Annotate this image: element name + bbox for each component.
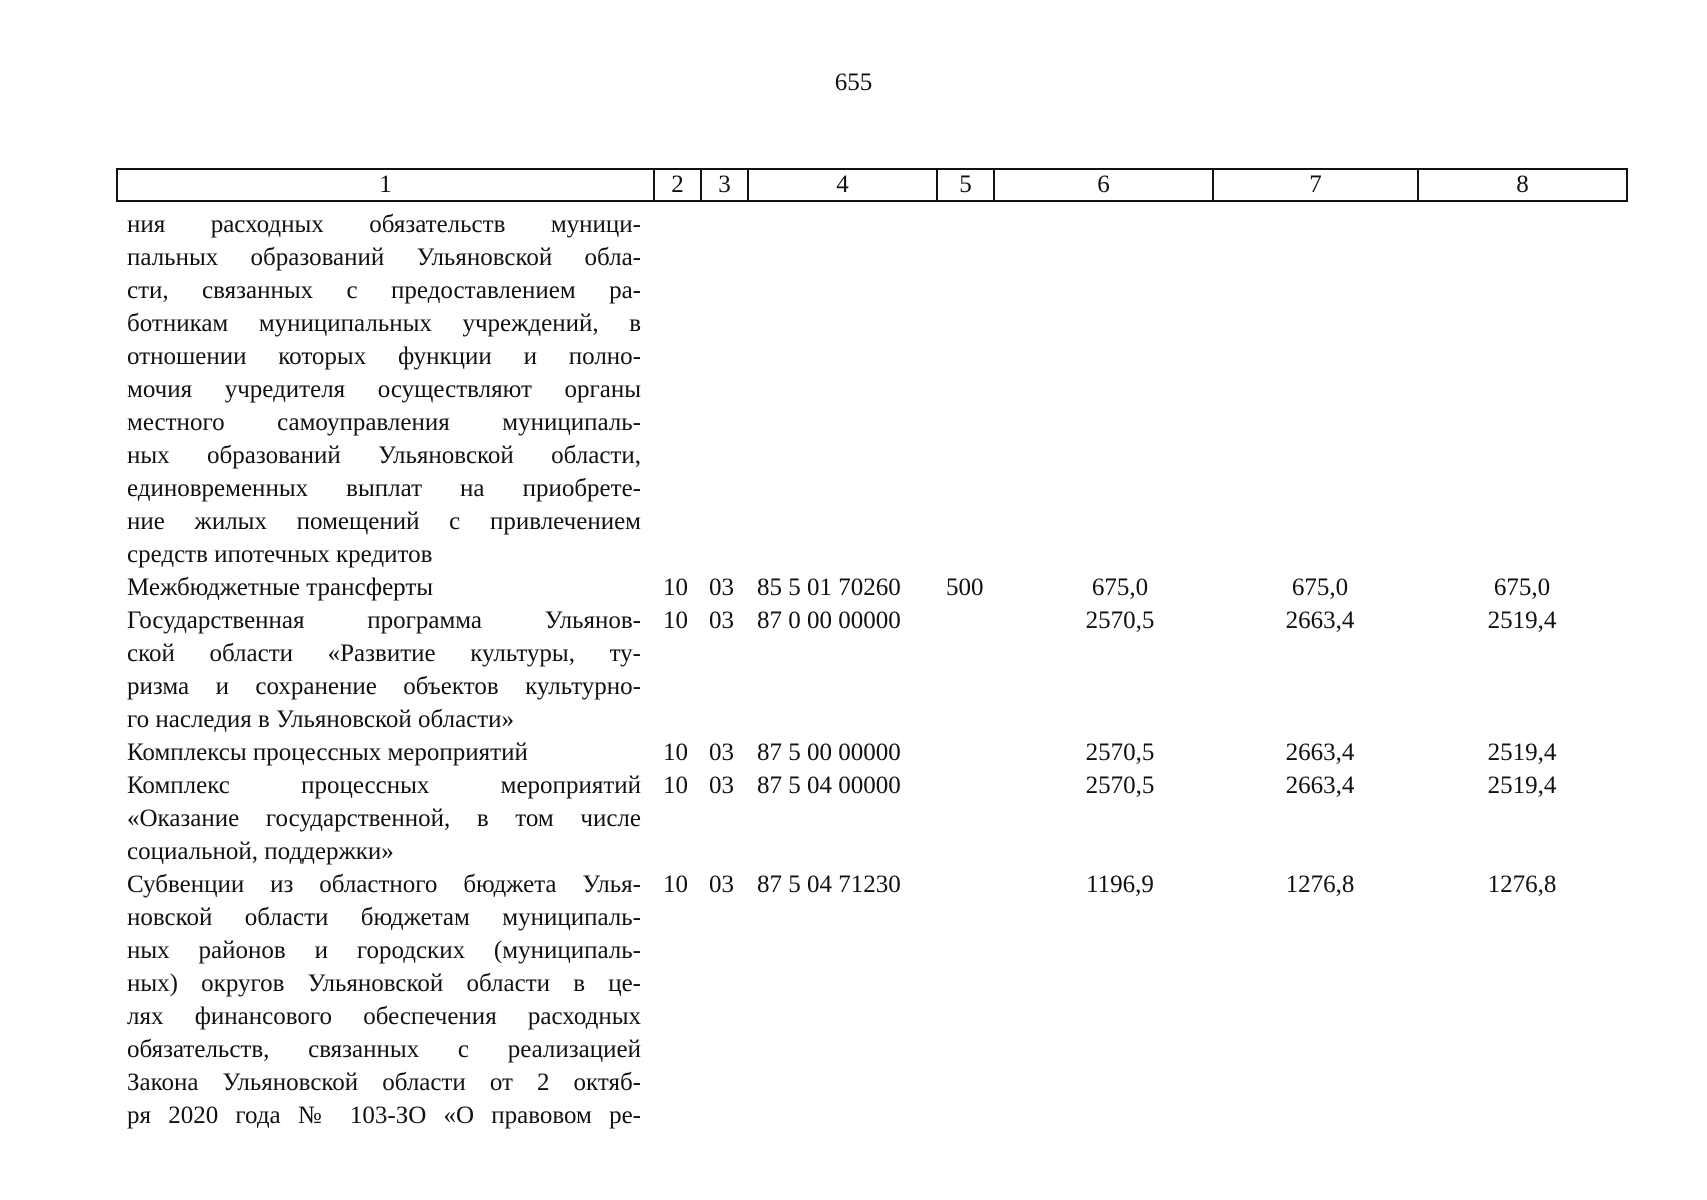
header-cell-4: 4 [749,170,938,200]
cell-c2: 10 [663,871,688,898]
cell-c6: 675,0 [1091,574,1149,601]
description-line: лях финансового обеспечения расходных [127,1003,641,1030]
cell-c7: 675,0 [1291,574,1349,601]
cell-c2: 10 [663,772,688,799]
description-line: Субвенции из областного бюджета Улья- [127,871,641,898]
description-line: го наследия в Ульяновской области» [127,706,515,733]
cell-c7: 2663,4 [1285,607,1355,634]
description-line: сти, связанных с предоставлением ра- [127,277,641,304]
cell-c4: 85 5 01 70260 [757,574,901,601]
description-line: Межбюджетные трансферты [127,574,434,601]
row-description [127,868,641,1132]
cell-c3: 03 [709,772,734,799]
description-line: новской области бюджетам муниципаль- [127,904,641,931]
description-line: обязательств, связанных с реализацией [127,1036,641,1063]
table-header [116,168,1628,202]
description-line: средств ипотечных кредитов [127,541,433,568]
cell-c4: 87 5 04 00000 [757,772,901,799]
cell-c3: 03 [709,607,734,634]
row-description [127,604,641,736]
description-line: местного самоуправления муниципаль- [127,409,641,436]
cell-c6: 1196,9 [1086,871,1154,898]
header-cell-8: 8 [1516,171,1529,198]
description-line: ской области «Развитие культуры, ту- [127,640,641,667]
row-description [127,208,641,571]
description-line: ных) округов Ульяновской области в це- [127,970,641,997]
header-cell-5: 5 [938,170,995,200]
cell-c8: 2519,4 [1487,772,1557,799]
description-line: единовременных выплат на приобрете- [127,475,641,502]
cell-c4: 87 0 00 00000 [757,607,901,634]
cell-c2: 10 [663,739,688,766]
cell-c3: 03 [709,574,734,601]
header-cell-1: 1 [118,170,655,200]
description-line: Комплексы процессных мероприятий [127,739,528,766]
header-cell-2: 2 [655,170,702,200]
cell-c2: 10 [663,574,688,601]
description-line: социальной, поддержки» [127,838,394,865]
cell-c3: 03 [709,739,734,766]
description-line: Государственная программа Ульянов- [127,607,641,634]
cell-c8: 675,0 [1493,574,1551,601]
description-line: мочия учредителя осуществляют органы [127,376,641,403]
cell-c4: 87 5 00 00000 [757,739,901,766]
cell-c7: 2663,4 [1285,739,1355,766]
cell-c8: 1276,8 [1487,871,1557,898]
header-cell-7: 7 [1214,170,1419,200]
description-line: ных образований Ульяновской области, [127,442,641,469]
cell-c6: 2570,5 [1085,772,1155,799]
description-line: отношении которых функции и полно- [127,343,641,370]
description-line: пальных образований Ульяновской обла- [127,244,641,271]
description-line: ние жилых помещений с привлечением [127,508,641,535]
cell-c7: 1276,8 [1285,871,1355,898]
cell-c6: 2570,5 [1085,607,1155,634]
cell-c4: 87 5 04 71230 [757,871,901,898]
header-cell-3: 3 [702,170,749,200]
cell-c7: 2663,4 [1285,772,1355,799]
cell-c8: 2519,4 [1487,607,1557,634]
cell-c6: 2570,5 [1085,739,1155,766]
description-line: ря 2020 года № 103-ЗО «О правовом ре- [127,1102,641,1129]
row-description [127,736,641,769]
cell-c2: 10 [663,607,688,634]
cell-c3: 03 [709,871,734,898]
description-line: Комплекс процессных мероприятий [127,772,641,799]
cell-c8: 2519,4 [1487,739,1557,766]
header-cell-6: 6 [995,170,1214,200]
page-number: 655 [834,69,873,96]
cell-c5: 500 [946,574,984,601]
description-line: ния расходных обязательств муници- [127,211,641,238]
description-line: «Оказание государственной, в том числе [127,805,641,832]
row-description [127,571,641,604]
description-line: ботникам муниципальных учреждений, в [127,310,641,337]
description-line: ризма и сохранение объектов культурно- [127,673,641,700]
row-description [127,769,641,868]
description-line: ных районов и городских (муниципаль- [127,937,641,964]
description-line: Закона Ульяновской области от 2 октяб- [127,1069,641,1096]
